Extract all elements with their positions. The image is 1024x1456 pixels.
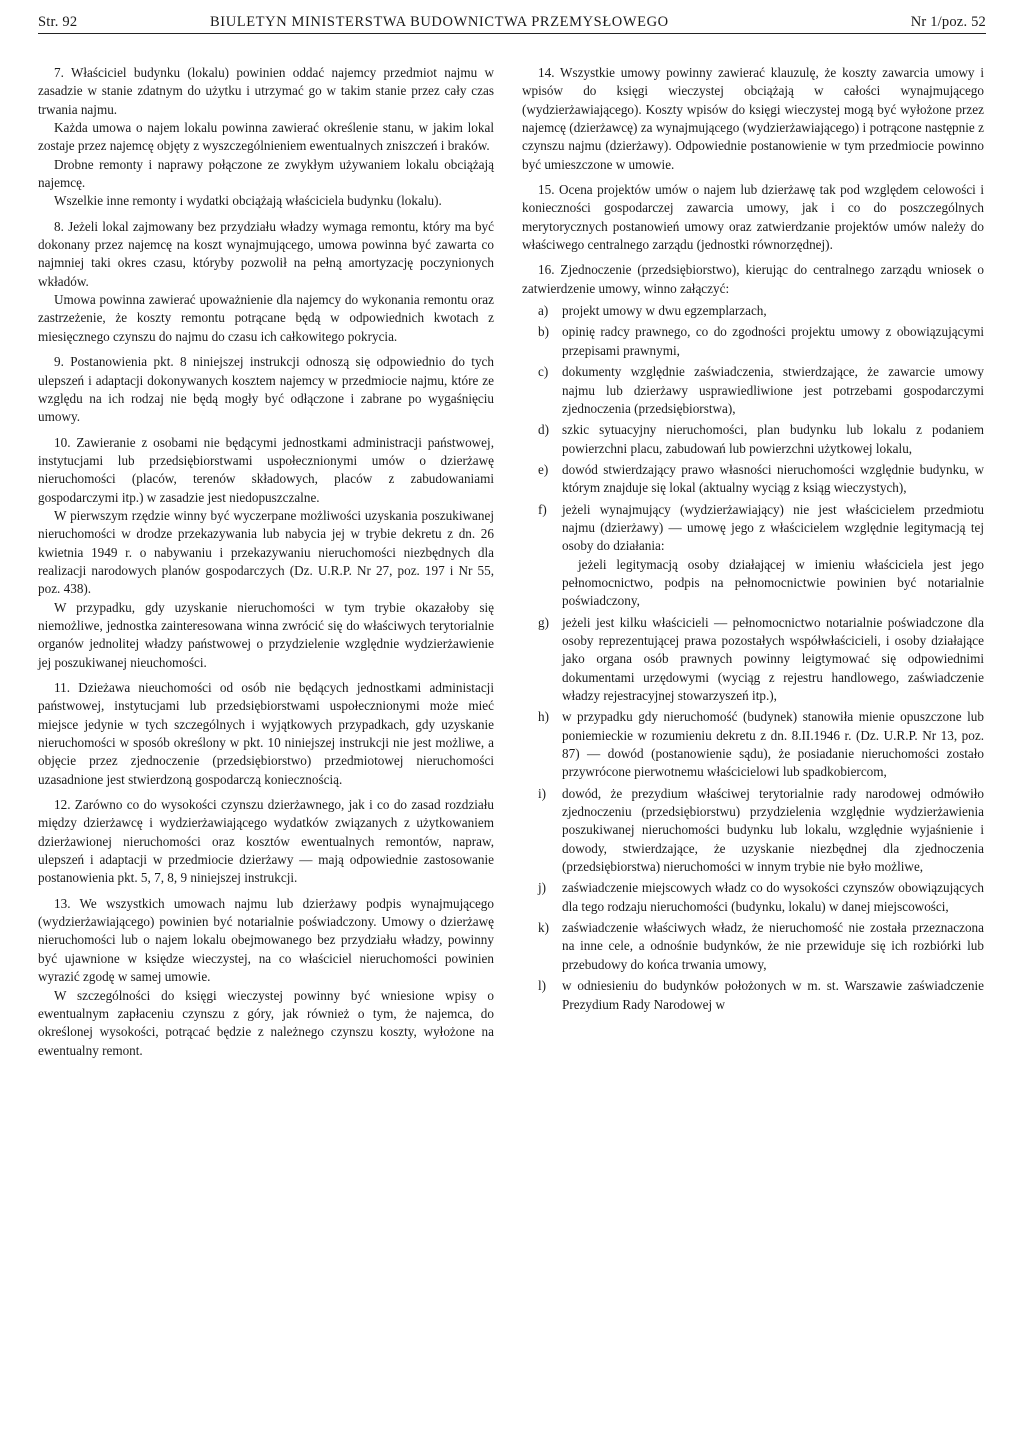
list-item xyxy=(522,785,984,877)
list-marker: g) xyxy=(538,614,549,630)
paragraph: 8. Jeżeli lokal zajmowany bez przydziału władzy wymaga remontu, który ma być dokonany przez najemcę na koszt wynajmującego, umowa powinna być zawarta co najmniej taki okres czasu, któryby pozwolił na pełną amortyzację poczynionych wkładów. xyxy=(38,218,494,289)
paragraph: 13. We wszystkich umowach najmu lub dzierżawy podpis wynajmującego (wydzierżawiającego) powinien być notarialnie poświadczony. Umowy o dzierżawę nieruchomości lub o najem lokalu obejmowanego bez przydziału władzy, powinny być ujawnione w księdze wieczystej, na co właściciel nieruchomości powinien wyrazić zgodę w samej umowie. xyxy=(38,895,494,985)
list-item-text: projekt umowy w dwu egzemplarzach, xyxy=(562,303,767,319)
bulletin-title: BIULETYN MINISTERSTWA BUDOWNICTWA PRZEMYSŁOWEGO xyxy=(210,14,669,30)
page-header xyxy=(38,8,986,34)
paragraph: 11. Dzieżawa nieuchomości od osób nie będących jednostkami administacji państwowej, instytucjami lub przedsiębiorstwami uspołecznionymi może mieć miejsce jedynie w tych szczególnych i wyjątkowych przypadkach, gdy uzyskanie nieruchomości w sposób określony w pkt. 10 niniejszej instrukcji nie jest możliwe, a objęcie przez zjednoczenie (przedsiębiorstwo) przedmiotowej nieruchomości uzasadnione jest stwierdzoną gospodarczą koniecznością. xyxy=(38,680,494,787)
list-item-text: dokumenty względnie zaświadczenia, stwierdzające, że zawarcie umowy najmu lub dzierżawy usprawiedliwione jest potrzebami gospodarczymi zjednoczenia (przedsiębiorstwa), xyxy=(562,364,984,416)
attachment-list xyxy=(522,302,984,1014)
list-item xyxy=(522,421,984,458)
list-item-text: opinię radcy prawnego, co do zgodności projektu umowy z obowiązującymi przepisami prawnymi, xyxy=(562,324,984,358)
paragraph: 12. Zarówno co do wysokości czynszu dzierżawnego, jak i co do zasad rozdziału między dzierżawcę i wydzierżawiającego wydatków związanych z użytkowaniem dzierżawionej nieruchomości oraz kosztów ewentualnych remontów, napraw, ulepszeń i adaptacji w przedmiocie dzierżawy — mają odpowiednie zastosowanie postanowienia pkt. 5, 7, 8, 9 niniejszej instrukcji. xyxy=(38,797,494,886)
list-item-subtext: jeżeli legitymacją osoby działającej w imieniu właściciela jest jego pełnomocnictwo, podpis na pełnomocnictwie powinien być notarialnie poświadczony, xyxy=(562,556,984,609)
paragraph: 15. Ocena projektów umów o najem lub dzierżawę tak pod względem celowości i konieczności gospodarczej zawarcia umowy, jak i co do poszczególnych merytorycznych postanowień umowy oraz zatwierdzanie projektów umów należy do właściwego centralnego zarządu (jednostki równorzędnej). xyxy=(522,182,984,253)
paragraph: 9. Postanowienia pkt. 8 niniejszej instrukcji odnoszą się odpowiednio do tych ulepszeń i adaptacji dokonywanych kosztem najemcy w przedmiocie najmu, które ze względu na ich rodzaj nie będą mogły być odłączone i zabrane po wygaśnięciu umowy. xyxy=(38,354,494,425)
list-marker: b) xyxy=(538,324,549,340)
list-marker: h) xyxy=(538,709,549,725)
list-marker: j) xyxy=(538,880,547,896)
list-item-text: dowód, że prezydium właściwej terytorialnie rady narodowej odmówiło zjednoczeniu (przedsiębiorstwu) przydzielenia względnie wydzierżawienia poszukiwanej nieruchomości budynku lub lokalu, względnie wyjaśnienie i dowody, stwierdzające, że uzyskanie niezbędnej dla zjednoczenia (przedsiębiorstwa) nieruchomości w innym trybie nie było możliwe, xyxy=(562,785,984,875)
list-item xyxy=(522,461,984,498)
list-marker: d) xyxy=(538,422,549,438)
list-item-text: dowód stwierdzający prawo własności nieruchomości względnie budynku, w którym znajduje się lokal (aktualny wyciąg z ksiąg wieczystych), xyxy=(562,461,984,496)
list-item-text: w odniesieniu do budynków położonych w m. st. Warszawie zaświadczenie Prezydium Rady Narodowej w xyxy=(562,978,984,1012)
paragraph: W szczególności do księgi wieczystej powinny być wniesione wpisy o ewentualnym zapłaceniu czynszu z góry, jak również o tym, że najemca, do określonej wysokości, potrącać będzie z należnego czynszu koszty, wyłożone na ewentualny remont. xyxy=(38,987,494,1058)
list-item xyxy=(522,708,984,781)
right-column xyxy=(522,64,984,1014)
list-marker: c) xyxy=(538,364,549,380)
list-item-text: jeżeli jest kilku właścicieli — pełnomocnictwo notarialnie poświadczone dla osoby reprezentującej prawa pozostałych współwłaścicieli, i osoby działające jako organa osób prawnych powinny leigtymować się odpowiednimi dokumentami urzędowymi (wyciąg z rejestru handlowego, zaświadczenie władzy rejestracyjnej stowarzyszeń itp.), xyxy=(562,614,984,703)
paragraph: Każda umowa o najem lokalu powinna zawierać określenie stanu, w jakim lokal zostaje przez najemcę objęty z wyszczególnieniem ewentualnych zniszczeń i braków. xyxy=(38,120,494,154)
paragraph: W przypadku, gdy uzyskanie nieruchomości w tym trybie okazałoby się niemożliwe, jednostka zainteresowana winna zwrócić się do właściwych terytorialnie organów jednolitej władzy państwowej o przydzielenie względnie wydzierżawienie jej poszukiwanej nieuchomości. xyxy=(38,599,494,670)
list-marker: f) xyxy=(538,501,547,517)
issue-number: Nr 1/poz. 52 xyxy=(910,14,986,30)
list-item xyxy=(522,977,984,1014)
paragraph: W pierwszym rzędzie winny być wyczerpane możliwości uzyskania poszukiwanej nieruchomości w drodze przekazywania lub nabycia jej w trybie dekretu z dn. 26 kwietnia 1949 r. o nabywaniu i przekazywaniu nieruchomości niezbędnych dla realizacji narodowych planów gospodarczych (Dz. U.R.P. Nr 27, poz. 197 i Nr 55, poz. 438). xyxy=(38,507,494,597)
paragraph: 16. Zjednoczenie (przedsiębiorstwo), kierując do centralnego zarządu wniosek o zatwierdzenie umowy, winno załączyć: xyxy=(522,262,984,296)
list-item-text: szkic sytuacyjny nieruchomości, plan budynku lub lokalu z podaniem powierzchni placu, zabudowań lub powierzchni użytkowej lokalu, xyxy=(562,422,984,456)
paragraph: 7. Właściciel budynku (lokalu) powinien oddać najemcy przedmiot najmu w zasadzie w stanie zdatnym do użytku i utrzymać go w takim stanie przez cały czas trwania najmu. xyxy=(38,65,494,117)
list-item-text: jeżeli wynajmujący (wydzierżawiający) nie jest właścicielem przedmiotu najmu (dzierżawy) — umowę jego z właścicielem względnie legitymacją tej osoby do działania: xyxy=(562,501,984,554)
header-rule xyxy=(38,33,986,34)
list-marker: a) xyxy=(538,303,549,319)
list-marker: l) xyxy=(538,978,547,994)
paragraph: Drobne remonty i naprawy połączone ze zwykłym używaniem lokalu obciążają najemcę. xyxy=(38,156,494,191)
list-marker: k) xyxy=(538,920,549,936)
list-item xyxy=(522,302,984,320)
paragraph: 10. Zawieranie z osobami nie będącymi jednostkami administracji państwowej, instytucjami lub przedsiębiorstwami uspołecznionymi umów o dzierżawę nieruchomości (placów, terenów składowych, placów z zabudowaniami gospodarczymi itp.) w zasadzie jest niedopuszczalne. xyxy=(38,434,494,505)
paragraph: 14. Wszystkie umowy powinny zawierać klauzulę, że koszty zawarcia umowy i wpisów do księgi wieczystej obciążają w całości wynajmującego (wydzierżawiającego). Koszty wpisów do księgi wieczystej mogą być wyłożone przez najemcę (dzierżawcę) za wynajmującego (wydzierżawiającego) i potrącone następnie z czynszu najmu (dzierżawy). Odpowiednie postanowienie w tym przedmiocie powinno być umieszczone w umowie. xyxy=(522,65,984,172)
list-item-text: zaświadczenie właściwych władz, że nieruchomość nie została przeznaczona na inne cele, a odnośnie budynków, że nie przewiduje się ich rozbiórki lub przebudowy do końca trwania umowy, xyxy=(562,920,984,972)
list-item xyxy=(522,919,984,974)
list-item xyxy=(522,363,984,418)
list-item xyxy=(522,323,984,360)
list-marker: e) xyxy=(538,461,549,477)
list-item xyxy=(522,879,984,916)
list-marker: i) xyxy=(538,785,547,801)
list-item xyxy=(522,501,984,611)
list-item-text: zaświadczenie miejscowych władz co do wysokości czynszów obowiązujących dla tego rodzaju nieruchomości (budynku, lokalu) w danej miejscowości, xyxy=(562,880,984,914)
page-number: Str. 92 xyxy=(38,14,78,30)
list-item xyxy=(522,614,984,706)
paragraph: Umowa powinna zawierać upoważnienie dla najemcy do wykonania remontu oraz zastrzeżenie, że koszty remontu potrącane będą w odpowiednich kwotach z miesięcznego czynszu do najmu do czasu ich całkowitego pokrycia. xyxy=(38,292,494,344)
left-column xyxy=(38,64,494,1060)
paragraph: Wszelkie inne remonty i wydatki obciążają właściciela budynku (lokalu). xyxy=(54,193,442,209)
list-item-text: w przypadku gdy nieruchomość (budynek) stanowiła mienie opuszczone lub poniemieckie w rozumieniu dekretu z dn. 8.II.1946 r. (Dz. U.R.P. Nr 13, poz. 87) — dowód (postanowienie sądu), że posiadanie nieruchomości zostało przywrócone pierwotnemu właścicielowi lub spadkobiercom, xyxy=(562,709,984,780)
